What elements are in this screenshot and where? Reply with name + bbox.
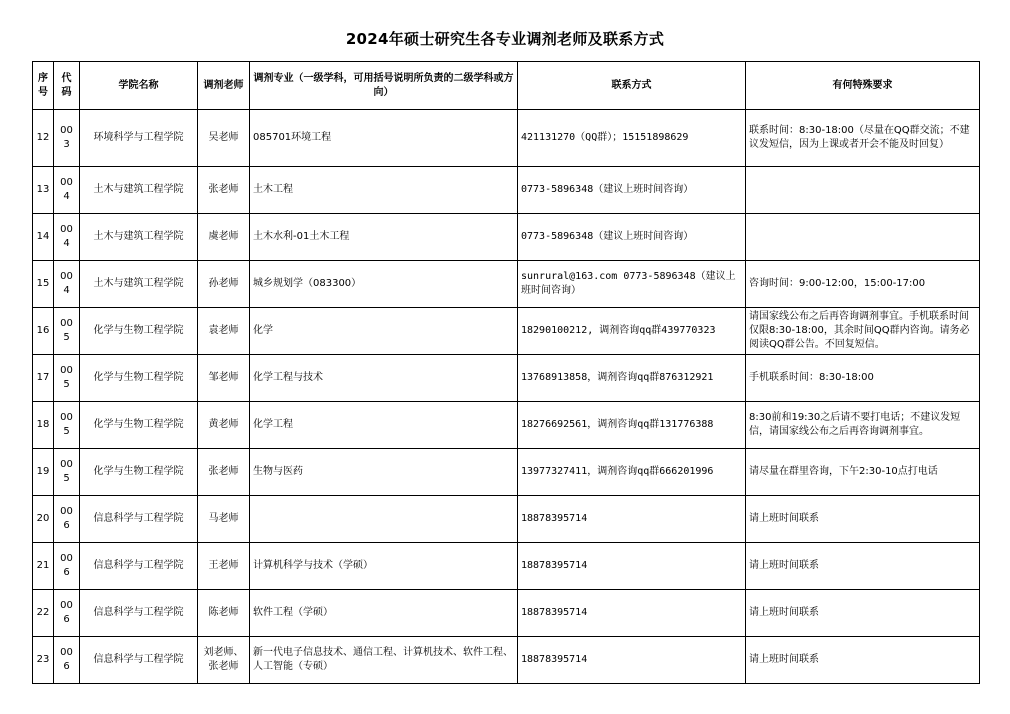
cell-contact: 18878395714 (518, 543, 746, 590)
header-contact: 联系方式 (518, 62, 746, 110)
cell-code: 004 (54, 261, 80, 308)
cell-code: 004 (54, 167, 80, 214)
cell-major: 化学工程与技术 (250, 355, 518, 402)
cell-college: 信息科学与工程学院 (80, 590, 198, 637)
cell-requirements: 咨询时间：9:00-12:00，15:00-17:00 (746, 261, 980, 308)
header-seq: 序号 (33, 62, 54, 110)
cell-seq: 19 (33, 449, 54, 496)
cell-requirements: 8:30前和19:30之后请不要打电话；不建议发短信，请国家线公布之后再咨询调剂事宜。 (746, 402, 980, 449)
cell-contact: 0773-5896348（建议上班时间咨询） (518, 167, 746, 214)
cell-code: 006 (54, 496, 80, 543)
cell-contact: 13977327411，调剂咨询qq群666201996 (518, 449, 746, 496)
table-row (33, 167, 980, 214)
cell-requirements (746, 214, 980, 261)
table-row (33, 402, 980, 449)
cell-seq: 18 (33, 402, 54, 449)
document-title: 2024年硕士研究生各专业调剂老师及联系方式 (345, 30, 665, 48)
cell-contact: 421131270（QQ群）；15151898629 (518, 110, 746, 167)
header-code: 代码 (54, 62, 80, 110)
cell-contact: 18878395714 (518, 496, 746, 543)
cell-college: 信息科学与工程学院 (80, 496, 198, 543)
cell-college: 土木与建筑工程学院 (80, 261, 198, 308)
contact-table (32, 61, 980, 684)
cell-seq: 23 (33, 637, 54, 684)
cell-code: 005 (54, 308, 80, 355)
table-row (33, 543, 980, 590)
cell-requirements: 请国家线公布之后再咨询调剂事宜。手机联系时间仅限8:30-18:00，其余时间QQ群内咨询。请务必阅读QQ群公告。不回复短信。 (746, 308, 980, 355)
cell-major: 085701环境工程 (250, 110, 518, 167)
cell-college: 化学与生物工程学院 (80, 449, 198, 496)
cell-teacher: 邹老师 (198, 355, 250, 402)
cell-seq: 12 (33, 110, 54, 167)
cell-major: 生物与医药 (250, 449, 518, 496)
cell-major (250, 496, 518, 543)
table-row (33, 261, 980, 308)
cell-teacher: 陈老师 (198, 590, 250, 637)
cell-code: 004 (54, 214, 80, 261)
cell-teacher: 王老师 (198, 543, 250, 590)
cell-seq: 15 (33, 261, 54, 308)
cell-code: 006 (54, 637, 80, 684)
cell-major: 土木工程 (250, 167, 518, 214)
header-requirements: 有何特殊要求 (746, 62, 980, 110)
cell-teacher: 吴老师 (198, 110, 250, 167)
cell-seq: 22 (33, 590, 54, 637)
cell-teacher: 刘老师、张老师 (198, 637, 250, 684)
cell-requirements (746, 167, 980, 214)
cell-seq: 21 (33, 543, 54, 590)
cell-code: 006 (54, 590, 80, 637)
cell-contact: 18290100212, 调剂咨询qq群439770323 (518, 308, 746, 355)
cell-college: 土木与建筑工程学院 (80, 214, 198, 261)
cell-requirements: 请上班时间联系 (746, 496, 980, 543)
table-row (33, 590, 980, 637)
cell-teacher: 张老师 (198, 167, 250, 214)
cell-seq: 17 (33, 355, 54, 402)
cell-contact: 18878395714 (518, 637, 746, 684)
table-header (33, 62, 980, 110)
table-row (33, 449, 980, 496)
cell-contact: 0773-5896348（建议上班时间咨询） (518, 214, 746, 261)
cell-major: 计算机科学与技术（学硕） (250, 543, 518, 590)
cell-college: 化学与生物工程学院 (80, 355, 198, 402)
cell-major: 软件工程（学硕） (250, 590, 518, 637)
header-major: 调剂专业（一级学科，可用括号说明所负责的二级学科或方向） (250, 62, 518, 110)
cell-code: 005 (54, 355, 80, 402)
cell-code: 005 (54, 449, 80, 496)
cell-major: 土木水利-01土木工程 (250, 214, 518, 261)
cell-contact: 18878395714 (518, 590, 746, 637)
cell-teacher: 黄老师 (198, 402, 250, 449)
cell-teacher: 孙老师 (198, 261, 250, 308)
cell-college: 信息科学与工程学院 (80, 543, 198, 590)
table-row (33, 355, 980, 402)
cell-teacher: 袁老师 (198, 308, 250, 355)
cell-college: 土木与建筑工程学院 (80, 167, 198, 214)
cell-code: 005 (54, 402, 80, 449)
cell-requirements: 请上班时间联系 (746, 637, 980, 684)
table-row (33, 637, 980, 684)
cell-code: 006 (54, 543, 80, 590)
cell-major: 化学工程 (250, 402, 518, 449)
cell-college: 信息科学与工程学院 (80, 637, 198, 684)
cell-seq: 16 (33, 308, 54, 355)
cell-college: 化学与生物工程学院 (80, 402, 198, 449)
table-row (33, 308, 980, 355)
cell-major: 城乡规划学（083300） (250, 261, 518, 308)
cell-requirements: 请尽量在群里咨询，下午2:30-10点打电话 (746, 449, 980, 496)
table-row (33, 496, 980, 543)
table-row (33, 214, 980, 261)
table-body (33, 110, 980, 684)
cell-seq: 20 (33, 496, 54, 543)
cell-requirements: 请上班时间联系 (746, 543, 980, 590)
cell-contact: 13768913858，调剂咨询qq群876312921 (518, 355, 746, 402)
cell-seq: 13 (33, 167, 54, 214)
cell-requirements: 手机联系时间：8:30-18:00 (746, 355, 980, 402)
cell-requirements: 请上班时间联系 (746, 590, 980, 637)
cell-teacher: 虞老师 (198, 214, 250, 261)
cell-major: 化学 (250, 308, 518, 355)
cell-requirements: 联系时间：8:30-18:00（尽量在QQ群交流；不建议发短信，因为上课或者开会不能及时回复） (746, 110, 980, 167)
table-row (33, 110, 980, 167)
header-teacher: 调剂老师 (198, 62, 250, 110)
cell-code: 003 (54, 110, 80, 167)
cell-college: 环境科学与工程学院 (80, 110, 198, 167)
cell-contact: 18276692561，调剂咨询qq群131776388 (518, 402, 746, 449)
header-college: 学院名称 (80, 62, 198, 110)
cell-college: 化学与生物工程学院 (80, 308, 198, 355)
cell-teacher: 马老师 (198, 496, 250, 543)
cell-teacher: 张老师 (198, 449, 250, 496)
cell-major: 新一代电子信息技术、通信工程、计算机技术、软件工程、人工智能（专硕） (250, 637, 518, 684)
cell-contact: sunrural@163.com 0773-5896348（建议上班时间咨询） (518, 261, 746, 308)
cell-seq: 14 (33, 214, 54, 261)
